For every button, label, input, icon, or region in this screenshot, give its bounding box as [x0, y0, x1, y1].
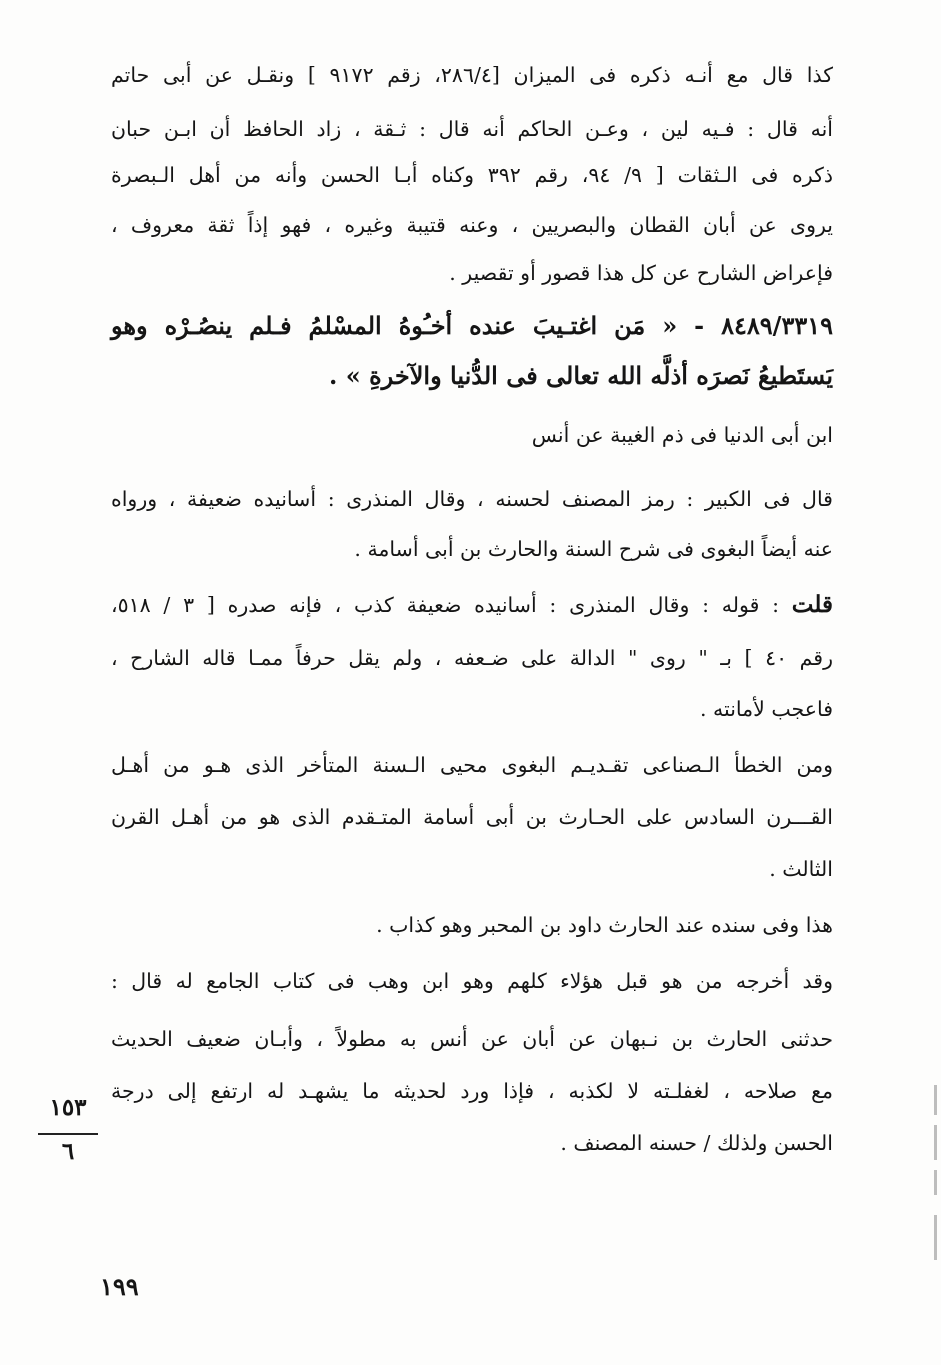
text-line: حدثنى الحارث بن نـبهان عن أبان عن أنس به مطولاً ، وأبـان ضعيف الحديث — [111, 1027, 833, 1051]
margin-reference-bottom: ٦ — [61, 1138, 75, 1165]
scan-edge — [934, 1125, 937, 1160]
text-line: الحسن ولذلك / حسنه المصنف . — [560, 1131, 833, 1155]
text-line: مع صلاحه ، لغفلـته لا لكذبه ، فإذا ورد لحديثه ما يشهـد له ارتفع إلى درجة — [111, 1079, 833, 1103]
hadith-text: يَستَطيعُ نَصرَه أذلَّه الله تعالى فى الدُّنيا والآخرةِ » . — [329, 361, 833, 390]
text-line: هذا وفى سنده عند الحارث داود بن المحبر وهو كذاب . — [376, 913, 833, 937]
page-number: ١٩٩ — [100, 1272, 139, 1301]
text-line: قال فى الكبير : رمز المصنف لحسنه ، وقال المنذرى : أسانيده ضعيفة ، ورواه — [111, 487, 833, 511]
text-line: ذكره فى الـثقات [ ٩/ ٩٤، رقم ٣٩٢ وكناه أبـا الحسن وأنه من أهل الـبصرة — [111, 163, 833, 187]
hadith-source: ابن أبى الدنيا فى ذم الغيبة عن أنس — [531, 423, 833, 447]
text-line: رقم ٤٠ ] بـ " روى " الدالة على ضـعفه ، ولم يقل حرفاً ممـا قاله الشارح ، — [111, 646, 833, 670]
text-line: وقد أخرجه من هو قبل هؤلاء كلهم وهو ابن وهب فى كتاب الجامع له قال : — [111, 969, 833, 993]
text-line: فإعراض الشارح عن كل هذا قصور أو تقصير . — [449, 261, 833, 285]
text-line: فاعجب لأمانته . — [700, 697, 833, 721]
scan-edge — [934, 1215, 937, 1260]
text-line: عنه أيضاً البغوى فى شرح السنة والحارث بن أبى أسامة . — [354, 537, 833, 561]
text-line: أنه قال : فـيه لين ، وعـن الحاكم أنه قال : ثـقة ، زاد الحافظ أن ابـن حبان — [111, 117, 833, 141]
margin-reference-top: ١٥٣ — [49, 1094, 87, 1121]
text-line: القـــرن السادس على الحـارث بن أبى أسامة المتـقدم الذى هو من أهـل القرن — [111, 805, 833, 829]
text-line: الثالث . — [769, 857, 833, 881]
scan-edge — [934, 1085, 937, 1115]
text-line: يروى عن أبان القطان والبصريين ، وعنه قتيبة وغيره ، فهو إذاً ثقة معروف ، — [111, 213, 833, 237]
text-line: كذا قال مع أنـه ذكره فى الميزان [٢٨٦/٤، زقم ٩١٧٢ ] ونقـل عن أبى حاتم — [111, 63, 833, 87]
text-line: ومن الخطأ الـصناعى تقـديـم البغوى محيى الـسنة المتأخر الذى هـو من أهـل — [111, 753, 833, 777]
margin-reference-divider — [38, 1133, 98, 1135]
hadith-text: ٨٤٨٩/٣٣١٩ - « مَن اغتـيبَ عنده أخـُوهُ المسْلمُ فـلم ينصُـرْه وهو — [111, 311, 833, 340]
scan-edge — [934, 1170, 937, 1195]
text-line: قلت : قوله : وقال المنذرى : أسانيده ضعيفة كذب ، فإنه صدره [ ٣ / ٥١٨، — [111, 591, 833, 618]
qult-keyword: قلت — [791, 591, 833, 618]
